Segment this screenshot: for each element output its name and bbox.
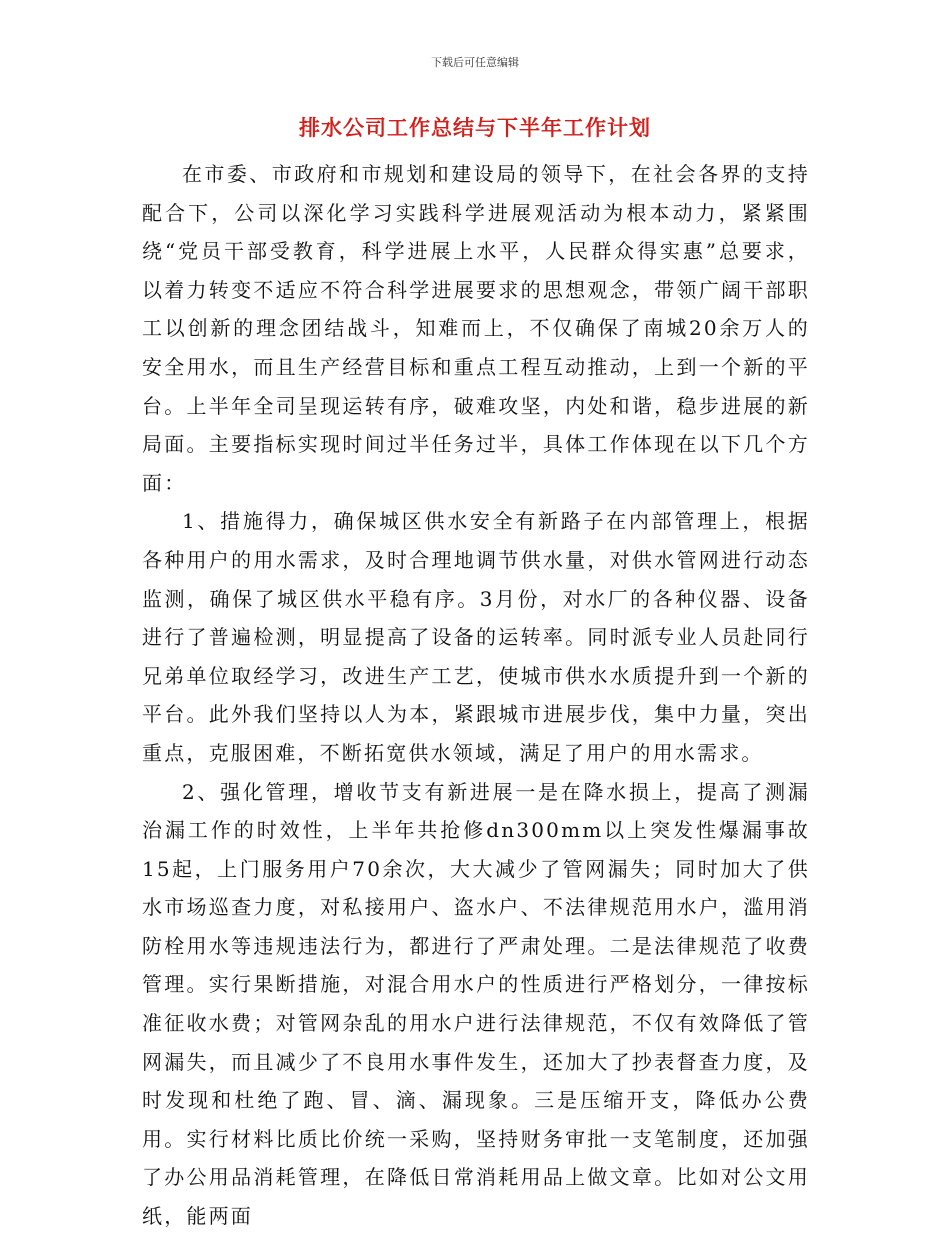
header-note: 下载后可任意编辑 (431, 56, 519, 69)
document-body (142, 155, 810, 1236)
document-title: 排水公司工作总结与下半年工作计划 (299, 116, 651, 140)
paragraph-intro: 在市委、市政府和市规划和建设局的领导下，在社会各界的支持配合下，公司以深化学习实践科学进展观活动为根本动力，紧紧围绕“党员干部受教育，科学进展上水平，人民群众得实惠”总要求，以着力转变不适应不符合科学进展要求的思想观念，带领广阔干部职工以创新的理念团结战斗，知难而上，不仅确保了南城20余万人的安全用水，而且生产经营目标和重点工程互动推动，上到一个新的平台。上半年全司呈现运转有序，破难攻坚，内处和谐，稳步进展的新局面。主要指标实现时间过半任务过半，具体工作体现在以下几个方面： (142, 162, 810, 495)
paragraph-management-cost-saving: 2、强化管理，增收节支有新进展一是在降水损上，提高了测漏治漏工作的时效性，上半年共抢修dn300mm以上突发性爆漏事故15起，上门服务用户70余次，大大减少了管网漏失；同时加大了供水市场巡查力度，对私接用户、盗水户、不法律规范用水户，滥用消防栓用水等违规违法行为，都进行了严肃处理。二是法律规范了收费管理。实行果断措施，对混合用水户的性质进行严格划分，一律按标准征收水费；对管网杂乱的用水户进行法律规范，不仅有效降低了管网漏失，而且减少了不良用水事件发生，还加大了抄表督查力度，及时发现和杜绝了跑、冒、滴、漏现象。三是压缩开支，降低办公费用。实行材料比质比价统一采购，坚持财务审批一支笔制度，还加强了办公用品消耗管理，在降低日常消耗用品上做文章。比如对公文用纸，能两面 (142, 779, 810, 1229)
paragraph-water-supply-safety: 1、措施得力，确保城区供水安全有新路子在内部管理上，根据各种用户的用水需求，及时合理地调节供水量，对供水管网进行动态监测，确保了城区供水平稳有序。3月份，对水厂的各种仪器、设备进行了普遍检测，明显提高了设备的运转率。同时派专业人员赴同行兄弟单位取经学习，改进生产工艺，使城市供水水质提升到一个新的平台。此外我们坚持以人为本，紧跟城市进展步伐，集中力量，突出重点，克服困难，不断拓宽供水领域，满足了用户的用水需求。 (142, 509, 810, 765)
